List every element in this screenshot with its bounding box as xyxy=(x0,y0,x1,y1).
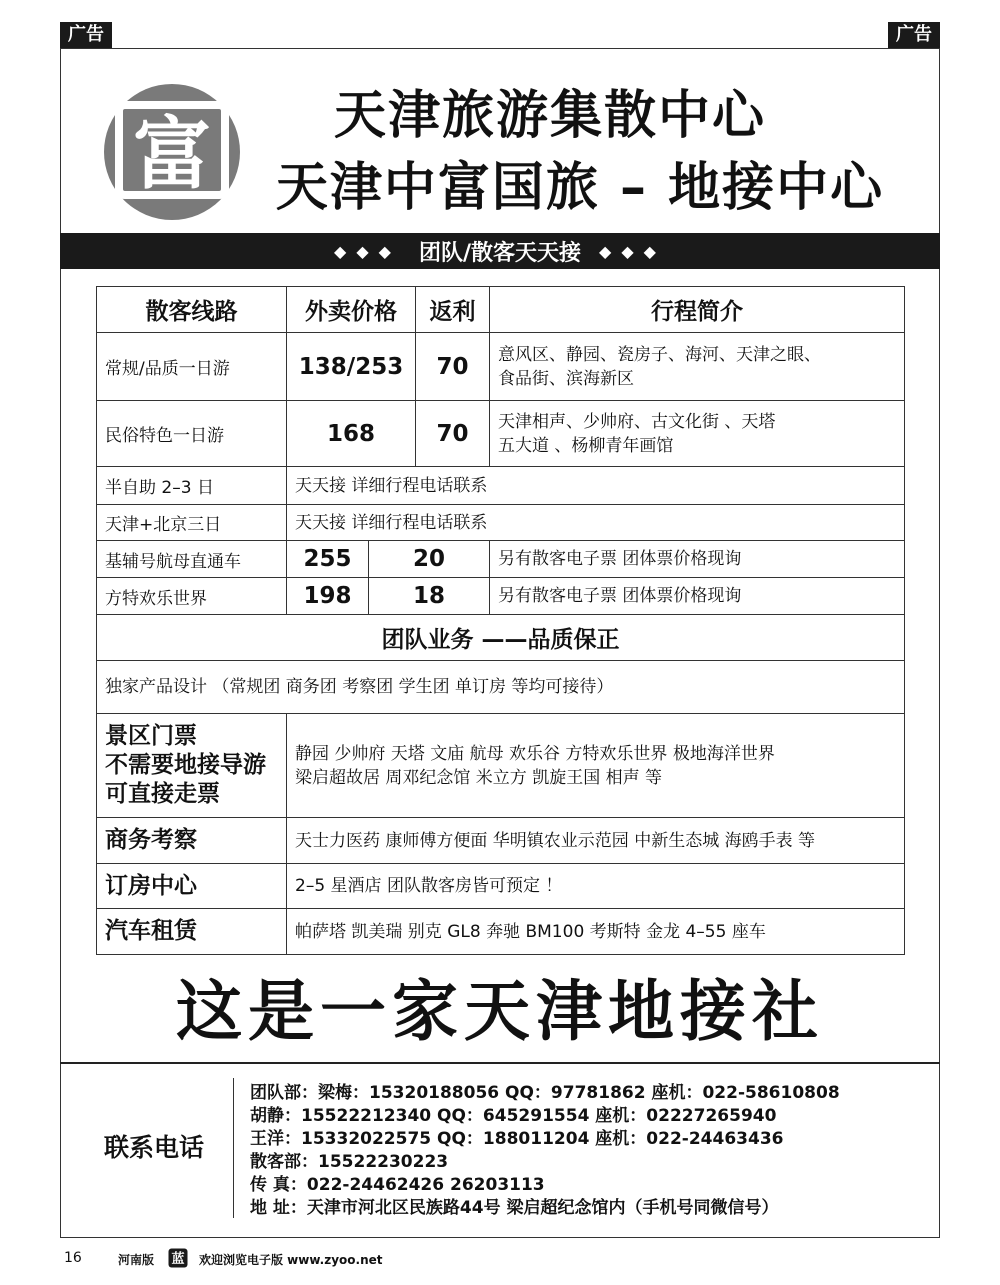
footer-note: 欢迎浏览电子版 www.zyoo.net xyxy=(199,1253,383,1267)
ad-tag-left: 广告 xyxy=(60,22,112,48)
title-line-2: 天津中富国旅 – 地接中心 xyxy=(275,158,885,218)
banner-text: 团队/散客天天接 xyxy=(418,240,582,266)
banner xyxy=(60,233,940,269)
route-name: 半自助 2–3 日 xyxy=(97,467,287,505)
diamond-icons-left: ◆◆◆ xyxy=(334,241,401,261)
route-desc: 另有散客电子票 团体票价格现询 xyxy=(490,541,905,578)
logo-char: 富 xyxy=(132,110,212,200)
table-row xyxy=(97,714,905,818)
table-row xyxy=(97,541,905,578)
route-name: 天津+北京三日 xyxy=(97,505,287,541)
route-rebate: 20 xyxy=(369,541,490,578)
contact-line: 地 址：天津市河北区民族路44号 梁启超纪念馆内（手机号同微信号） xyxy=(250,1198,779,1218)
table-row xyxy=(97,909,905,955)
service-label: 景区门票 不需要地接导游 可直接走票 xyxy=(97,714,287,818)
diamond-icons-right: ◆◆◆ xyxy=(599,241,666,261)
route-rebate: 70 xyxy=(416,333,490,401)
service-desc: 帕萨塔 凯美瑞 别克 GL8 奔驰 BM100 考斯特 金龙 4–55 座车 xyxy=(287,909,905,955)
header-itinerary: 行程简介 xyxy=(490,287,905,333)
table-row xyxy=(97,661,905,714)
table-row xyxy=(97,467,905,505)
contact-line: 团队部：梁梅：15320188056 QQ：97781862 座机：022-58610808 xyxy=(250,1083,840,1103)
contact-vertical-rule xyxy=(233,1078,234,1218)
svg-text:蓝: 蓝 xyxy=(171,1252,185,1267)
exclusive-design: 独家产品设计 （常规团 商务团 考察团 学生团 单订房 等均可接待） xyxy=(97,661,905,714)
route-desc: 天天接 详细行程电话联系 xyxy=(287,505,905,541)
service-label: 汽车租赁 xyxy=(97,909,287,955)
route-price: 138/253 xyxy=(287,333,416,401)
table-row xyxy=(97,578,905,615)
service-desc: 2–5 星酒店 团队散客房皆可预定 ！ xyxy=(287,864,905,909)
title-line-1: 天津旅游集散中心 xyxy=(333,86,766,146)
table-row xyxy=(97,864,905,909)
service-label: 订房中心 xyxy=(97,864,287,909)
route-name: 民俗特色一日游 xyxy=(97,401,287,467)
header-route: 散客线路 xyxy=(97,287,287,333)
route-name: 常规/品质一日游 xyxy=(97,333,287,401)
table-header-row xyxy=(97,287,905,333)
table-row xyxy=(97,333,905,401)
route-name: 基辅号航母直通车 xyxy=(97,541,287,578)
route-name: 方特欢乐世界 xyxy=(97,578,287,615)
route-desc: 天天接 详细行程电话联系 xyxy=(287,467,905,505)
route-desc: 意风区、静园、瓷房子、海河、天津之眼、 食品街、滨海新区 xyxy=(490,333,905,401)
page-number: 16 xyxy=(64,1250,82,1266)
table-row xyxy=(97,505,905,541)
route-price: 198 xyxy=(287,578,369,615)
edition-label: 河南版 xyxy=(118,1253,155,1267)
contact-divider xyxy=(60,1062,940,1064)
route-price: 168 xyxy=(287,401,416,467)
contact-line: 王洋：15332022575 QQ：188011204 座机：022-24463436 xyxy=(250,1129,784,1149)
service-label: 商务考察 xyxy=(97,818,287,864)
service-desc: 静园 少帅府 天塔 文庙 航母 欢乐谷 方特欢乐世界 极地海洋世界 梁启超故居 周邓纪念馆 米立方 凯旋王国 相声 等 xyxy=(287,714,905,818)
header-price: 外卖价格 xyxy=(287,287,416,333)
slogan: 这是一家天津地接社 xyxy=(176,973,824,1050)
contact-label: 联系电话 xyxy=(104,1133,205,1162)
contact-line: 胡静：15522212340 QQ：645291554 座机：02227265940 xyxy=(250,1106,777,1126)
table-row xyxy=(97,818,905,864)
route-desc: 天津相声、少帅府、古文化街 、天塔 五大道 、杨柳青年画馆 xyxy=(490,401,905,467)
page-footer xyxy=(0,1248,1000,1270)
group-section-title: 团队业务 ——品质保正 xyxy=(97,615,905,661)
route-desc: 另有散客电子票 团体票价格现询 xyxy=(490,578,905,615)
fu-logo-icon xyxy=(103,83,241,221)
route-rebate: 70 xyxy=(416,401,490,467)
contact-line: 散客部：15522230223 xyxy=(250,1152,449,1172)
route-price: 255 xyxy=(287,541,369,578)
header-rebate: 返利 xyxy=(416,287,490,333)
routes-table xyxy=(96,286,905,955)
ad-tag-right: 广告 xyxy=(888,22,940,48)
table-row xyxy=(97,401,905,467)
group-section-row xyxy=(97,615,905,661)
contact-line: 传 真：022-24462426 26203113 xyxy=(250,1175,545,1195)
service-desc: 天士力医药 康师傅方便面 华明镇农业示范园 中新生态城 海鸥手表 等 xyxy=(287,818,905,864)
route-rebate: 18 xyxy=(369,578,490,615)
lan-badge-icon xyxy=(168,1248,188,1268)
